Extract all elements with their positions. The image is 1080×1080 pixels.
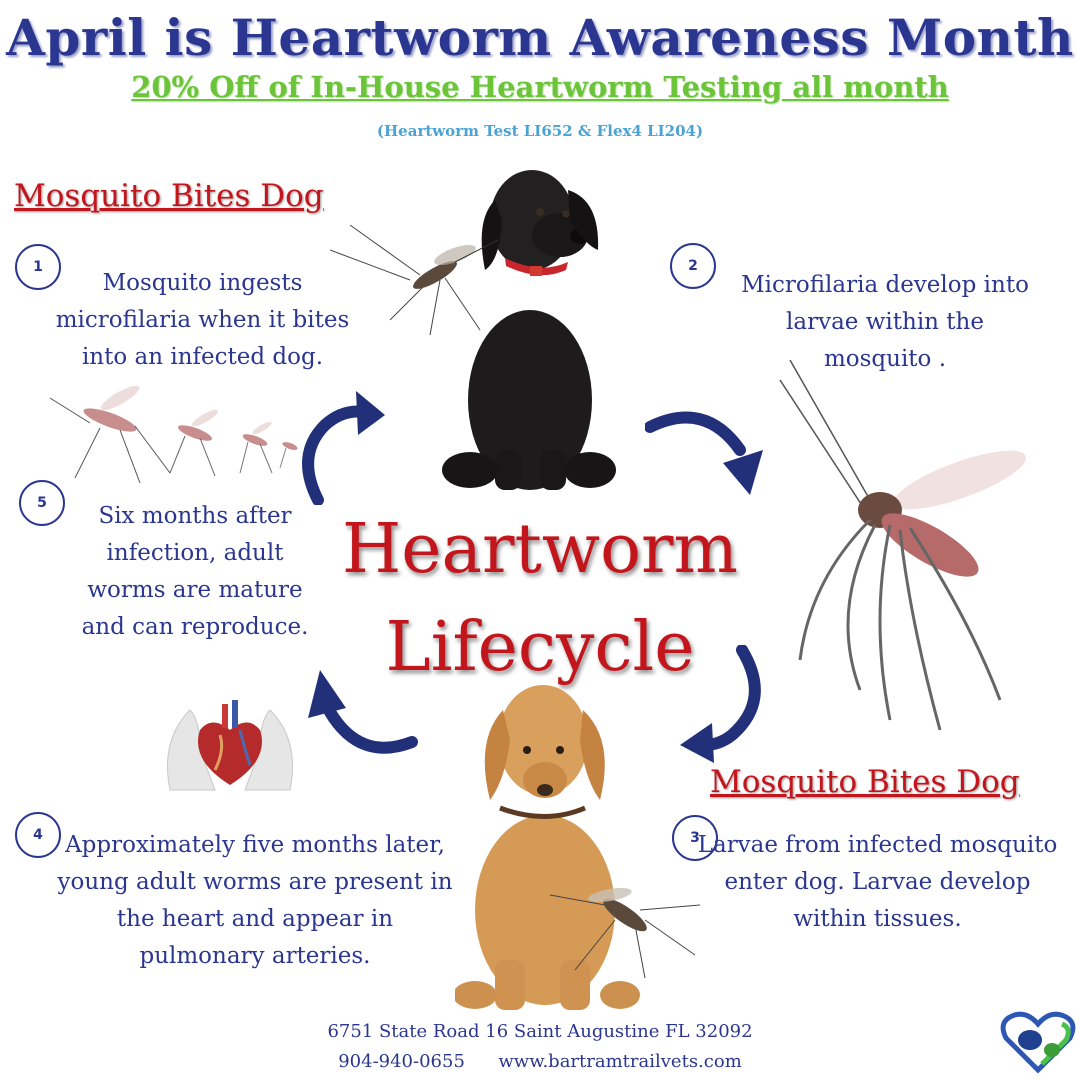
- center-title-line2: Lifecycle: [385, 608, 695, 687]
- cycle-arrow-icon: [645, 405, 770, 500]
- center-title-line1: Heartworm: [341, 510, 739, 589]
- mosquito-large-illustration: [770, 360, 1030, 740]
- step-number-1: 1: [15, 244, 61, 290]
- step-number-2: 2: [670, 243, 716, 289]
- footer-contact: [0, 1051, 1080, 1072]
- footer-phone: 904-940-0655: [338, 1051, 465, 1072]
- step-number-3: 3: [672, 815, 718, 861]
- mosquito-small-illustration: [545, 860, 705, 980]
- test-codes: (Heartworm Test LI652 & Flex4 LI204): [376, 122, 704, 140]
- step-2-text: Microfilaria develop into larvae within the mosquito .: [741, 272, 1029, 372]
- clinic-logo-icon: [1000, 1010, 1076, 1074]
- step-number-4: 4: [15, 812, 61, 858]
- cycle-arrow-icon: [290, 385, 400, 505]
- promo-banner: 20% Off of In-House Heartworm Testing all month: [131, 70, 949, 104]
- step-4-text: Approximately five months later, young adult worms are present in the heart and appear in pulmonary arteries.: [57, 832, 453, 969]
- mosquito-illustration: [330, 220, 500, 340]
- step-number-5: 5: [19, 480, 65, 526]
- footer-address: 6751 State Road 16 Saint Augustine FL 32092: [327, 1021, 753, 1042]
- step-5-text: Six months after infection, adult worms are mature and can reproduce.: [81, 503, 309, 640]
- page-title: April is Heartworm Awareness Month: [6, 8, 1074, 67]
- heart-in-hands-illustration: [160, 690, 300, 802]
- footer-website[interactable]: www.bartramtrailvets.com: [498, 1051, 742, 1072]
- step-1-text: Mosquito ingests microfilaria when it bites into an infected dog.: [55, 270, 350, 370]
- heading-mosquito-bites-dog-top: Mosquito Bites Dog: [14, 178, 324, 214]
- step-3-text: Larvae from infected mosquito enter dog. Larvae develop within tissues.: [697, 832, 1058, 932]
- mosquito-swarm-illustration: [40, 378, 300, 488]
- heading-mosquito-bites-dog-bottom: Mosquito Bites Dog: [710, 764, 1020, 800]
